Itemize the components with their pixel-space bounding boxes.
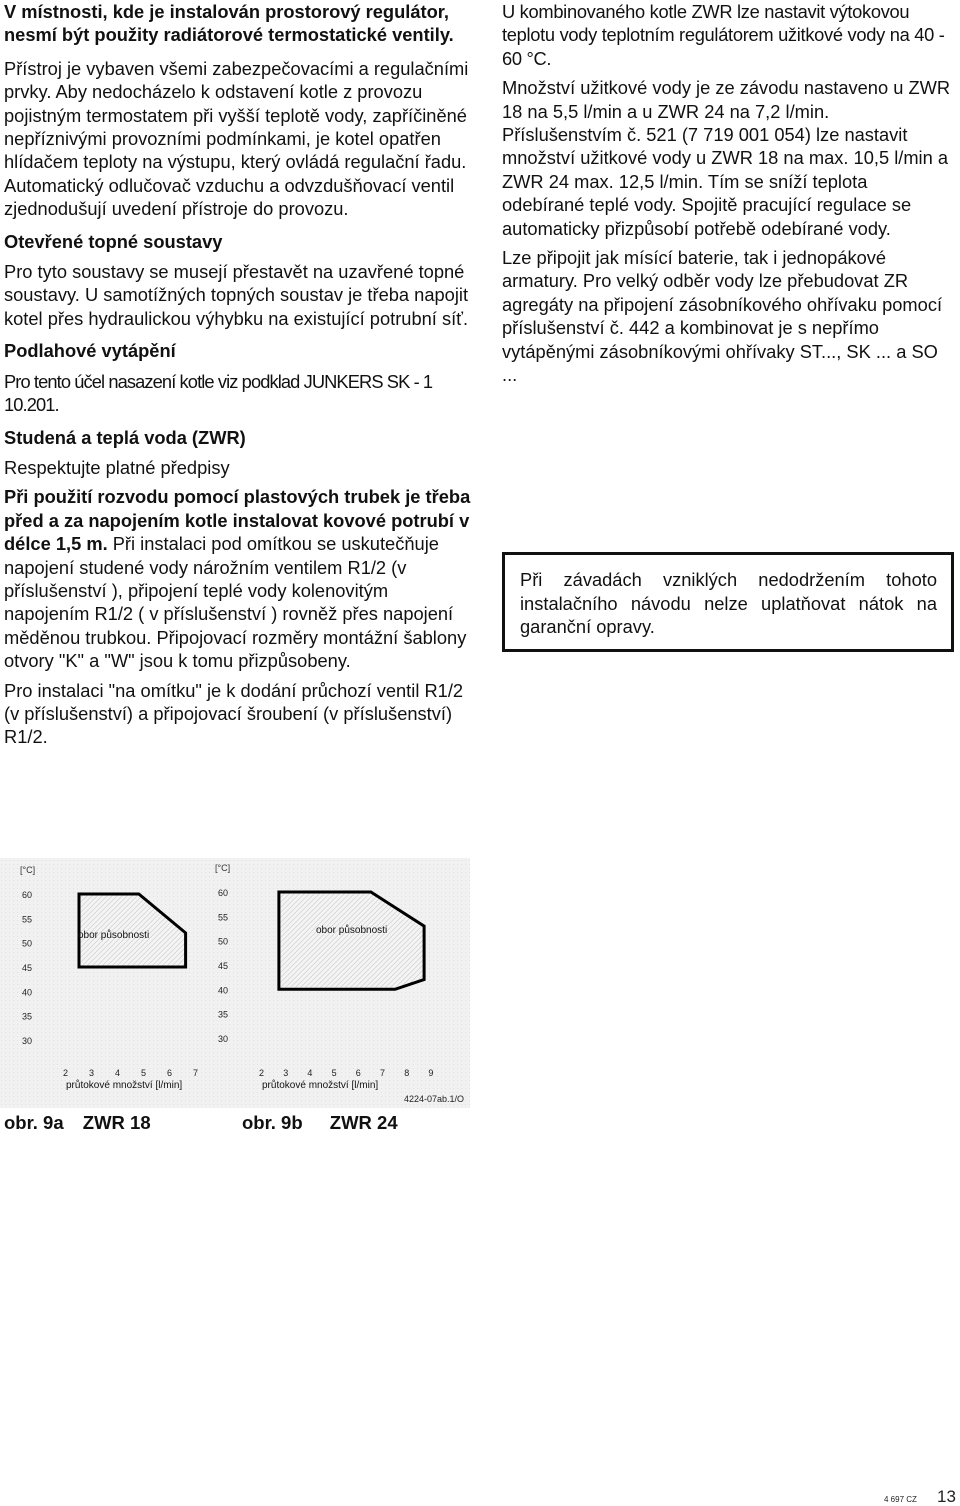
chart-b-xtick-label: 8 bbox=[404, 1068, 410, 1078]
plastic-pipe-warning: Při použití rozvodu pomocí plastových trubek je třeba před a za napojením kotle instalovat kovové potrubí v délce 1,5 m. bbox=[4, 486, 471, 555]
right-paragraph-3: Lze připojit jak mísící baterie, tak i jednopákové armatury. Pro velký odběr vody lze přebudovat ZR agregáty na připojení zásobníkového ohřívaku pomocí příslušenství č. 442 a kombinovat je s nepřímo vytápěnými zásobníkovými ohřívaky ST..., SK ... a SO ... bbox=[502, 247, 943, 386]
chart-a-y-unit: [°C] bbox=[20, 865, 36, 875]
chart-b-xtick-label: 6 bbox=[355, 1068, 361, 1078]
chart-a-ytick-label: 35 bbox=[22, 1011, 33, 1022]
heading-open-systems: Otevřené topné soustavy bbox=[4, 230, 223, 252]
chart-b-ytick-label: 40 bbox=[218, 985, 229, 996]
warranty-notice-text: Při závadách vzniklých nedodržením tohoto instalačního návodu nelze uplatňovat nátok na garanční opravy. bbox=[520, 569, 937, 638]
chart-b-xtick-label: 7 bbox=[380, 1068, 386, 1078]
chart-b-xtick-label: 5 bbox=[331, 1068, 337, 1078]
chart-a-ytick-label: 30 bbox=[22, 1036, 33, 1046]
chart-b-xtick-label: 9 bbox=[428, 1068, 434, 1078]
chart-b-ytick-label: 55 bbox=[218, 912, 229, 923]
chart-b-xtick-label: 3 bbox=[283, 1068, 289, 1078]
chart-a-ytick-label: 40 bbox=[22, 987, 33, 998]
chart-a-xtick-label: 7 bbox=[193, 1068, 199, 1078]
left-paragraph-5: Respektujte platné předpisy bbox=[4, 456, 230, 478]
chart-b-xtick-label: 4 bbox=[307, 1068, 313, 1078]
chart-b-x-label: průtokové množství [l/min] bbox=[262, 1080, 379, 1091]
chart-b-ytick-label: 45 bbox=[218, 961, 229, 971]
chart-a-xtick-label: 4 bbox=[115, 1068, 121, 1078]
left-paragraph-3: Pro tyto soustavy se musejí přestavět na uzavřené topné soustavy. U samotížných topných soustav je třeba napojit kotel přes hydraulickou výhybku na existující potrubní síť. bbox=[4, 261, 469, 329]
chart-b-xtick-label: 2 bbox=[259, 1068, 265, 1078]
chart-b-ytick-label: 35 bbox=[218, 1009, 229, 1020]
chart-b-region-label: obor působnosti bbox=[316, 925, 388, 936]
caption-9a-number: obr. 9a bbox=[4, 1112, 64, 1133]
chart-a-ytick-label: 50 bbox=[22, 938, 33, 949]
chart-a-xtick-label: 3 bbox=[89, 1068, 95, 1078]
chart-a-xtick-label: 6 bbox=[167, 1068, 173, 1078]
left-paragraph-1: V místnosti, kde je instalován prostorový regulátor, nesmí být použity radiátorové termostatické ventily. bbox=[4, 1, 454, 46]
caption-9b-number: obr. 9b bbox=[242, 1112, 303, 1133]
chart-b-ytick-label: 50 bbox=[218, 936, 229, 947]
chart-b-ytick-label: 60 bbox=[218, 888, 229, 898]
chart-a-x-label: průtokové množství [l/min] bbox=[66, 1080, 183, 1091]
heading-hot-cold-water: Studená a teplá voda (ZWR) bbox=[4, 426, 246, 448]
caption-9a bbox=[4, 1112, 151, 1134]
figure-image-id: 4224-07ab.1/O bbox=[404, 1094, 465, 1104]
chart-a-xtick-label: 5 bbox=[141, 1068, 147, 1078]
installation-text: Při instalaci pod omítkou se uskutečňuje napojení studené vody nárožním ventilem R1/2 (v příslušenství ), připojení teplé vody kolenovitým napojením R1/2 ( v příslušenství ) rovněž přes napojení měděnou trubkou. Připojovací rozměry montážní šablony otvory "K" a "W" jsou k tomu přizpůsobeny. bbox=[4, 533, 467, 672]
caption-9b bbox=[242, 1112, 398, 1134]
right-paragraph-1: U kombinovaného kotle ZWR lze nastavit výtokovou teplotu vody teplotním regulátorem užitkové vody na 40 - 60 °C. bbox=[502, 1, 945, 69]
left-paragraph-4: Pro tento účel nasazení kotle viz podklad JUNKERS SK - 1 10.201. bbox=[4, 370, 433, 416]
chart-a-region-label: obor působnosti bbox=[78, 930, 150, 941]
right-column bbox=[502, 0, 954, 393]
chart-a-ytick-label: 60 bbox=[22, 890, 33, 900]
chart-a-xtick-label: 2 bbox=[63, 1068, 69, 1078]
operating-range-charts bbox=[0, 858, 470, 1108]
heading-floor-heating: Podlahové vytápění bbox=[4, 340, 176, 362]
left-paragraph-6 bbox=[4, 485, 476, 672]
page-number: 13 bbox=[937, 1487, 956, 1506]
chart-a-ytick-label: 55 bbox=[22, 914, 33, 925]
chart-a-ytick-label: 45 bbox=[22, 963, 33, 973]
document-code: 4 697 CZ bbox=[884, 1495, 917, 1504]
left-paragraph-2: Přístroj je vybaven všemi zabezpečovacími a regulačními prvky. Aby nedocházelo k odstavení kotle z provozu pojistným termostatem při vyšší teplotě vody, zapříčiněné nepříznivými provozními podmínkami, je kotel opatřen hlídačem teploty na výstupu, který ovládá regulační řadu. Automatický odlučovač vzduchu a odvzdušňovací ventil zjednodušují uvedení přístroje do provozu. bbox=[4, 57, 469, 220]
left-paragraph-7: Pro instalaci "na omítku" je k dodání průchozí ventil R1/2 (v příslušenství) a připojovací šroubení (v příslušenství) R1/2. bbox=[4, 679, 464, 748]
chart-b-y-unit: [°C] bbox=[215, 863, 231, 873]
right-paragraph-2: Množství užitkové vody je ze závodu nastaveno u ZWR 18 na 5,5 l/min a u ZWR 24 na 7,2 l/min. Příslušenstvím č. 521 (7 719 001 054) lze nastavit množství užitkové vody u ZWR 18 na max. 10,5 l/min a ZWR 24 max. 12,5 l/min. Tím se sníží teplota odebírané teplé vody. Spojitě pracující regulace se automaticky přizpůsobí potřebě odebírané vody. bbox=[502, 77, 951, 239]
caption-9a-model: ZWR 18 bbox=[82, 1112, 151, 1133]
chart-b-ytick-label: 30 bbox=[218, 1034, 229, 1044]
caption-9b-model: ZWR 24 bbox=[329, 1112, 398, 1133]
left-column bbox=[4, 0, 476, 755]
figure-area bbox=[0, 858, 470, 1108]
warranty-notice-box bbox=[502, 552, 954, 652]
